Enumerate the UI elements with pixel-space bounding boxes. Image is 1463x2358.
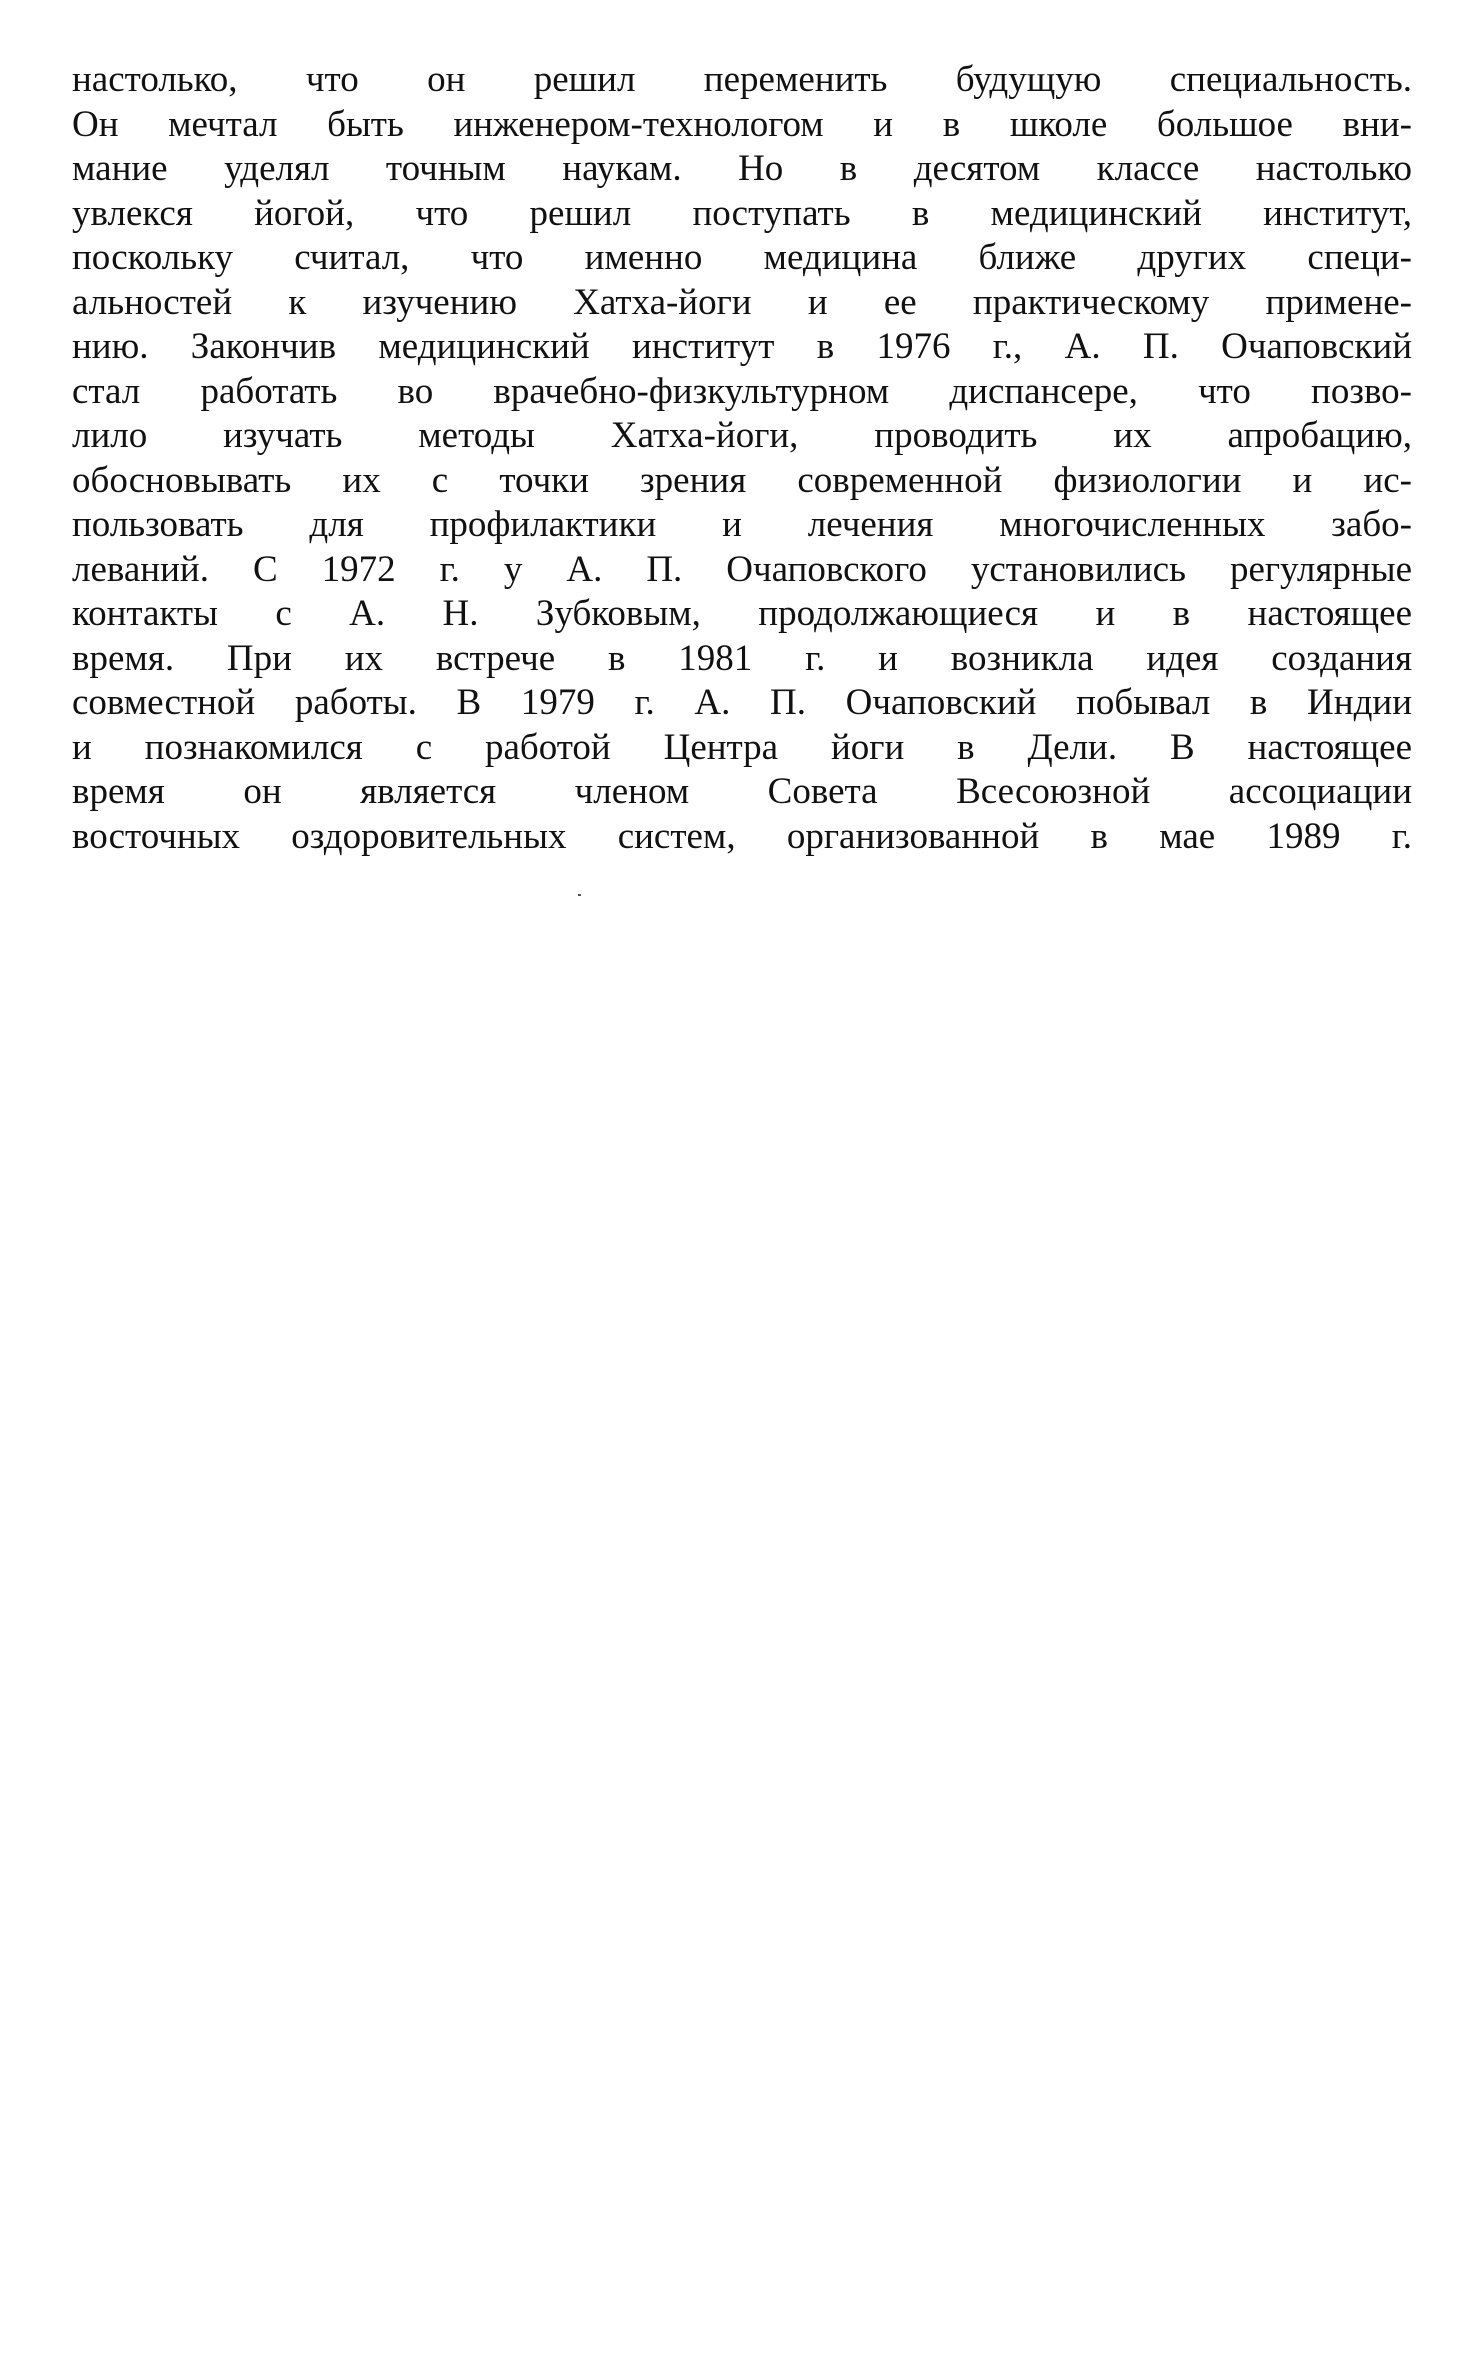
body-paragraph xyxy=(72,58,1412,859)
text-line-11: пользовать для профилактики и лечения многочисленных забо- xyxy=(72,504,1412,545)
text-line-1: настолько, что он решил переменить будущую специальность. xyxy=(72,59,1412,100)
text-line-9: лило изучать методы Хатха-йоги, проводить их апробацию, xyxy=(72,415,1412,456)
text-line-14: время. При их встрече в 1981 г. и возникла идея создания xyxy=(72,637,1412,679)
text-line-3: мание уделял точным наукам. Но в десятом классе настолько xyxy=(72,148,1412,189)
text-line-5: поскольку считал, что именно медицина ближе других специ- xyxy=(72,237,1412,278)
text-line-13: контакты с А. Н. Зубковым, продолжающиеся и в настоящее xyxy=(72,593,1412,634)
text-line-15: совместной работы. В 1979 г. А. П. Очаповский побывал в Индии xyxy=(72,682,1412,723)
text-line-7: нию. Закончив медицинский институт в 1976 г., А. П. Очаповский xyxy=(72,326,1412,367)
text-line-2: Он мечтал быть инженером-технологом и в школе большое вни- xyxy=(72,103,1412,145)
text-line-8: стал работать во врачебно-физкультурном диспансере, что позво- xyxy=(72,370,1412,412)
text-line-18: восточных оздоровительных систем, организованной в мае 1989 г. xyxy=(72,815,1412,857)
text-line-4: увлекся йогой, что решил поступать в медицинский институт, xyxy=(72,192,1412,234)
text-line-16: и познакомился с работой Центра йоги в Дели. В настоящее xyxy=(72,726,1412,768)
text-line-12: леваний. С 1972 г. у А. П. Очаповского установились регулярные xyxy=(72,548,1412,590)
scan-speck xyxy=(578,894,581,896)
text-line-17: время он является членом Совета Всесоюзной ассоциации xyxy=(72,771,1412,812)
text-line-6: альностей к изучению Хатха-йоги и ее практическому примене- xyxy=(72,281,1412,323)
text-line-10: обосновывать их с точки зрения современной физиологии и ис- xyxy=(72,459,1412,501)
